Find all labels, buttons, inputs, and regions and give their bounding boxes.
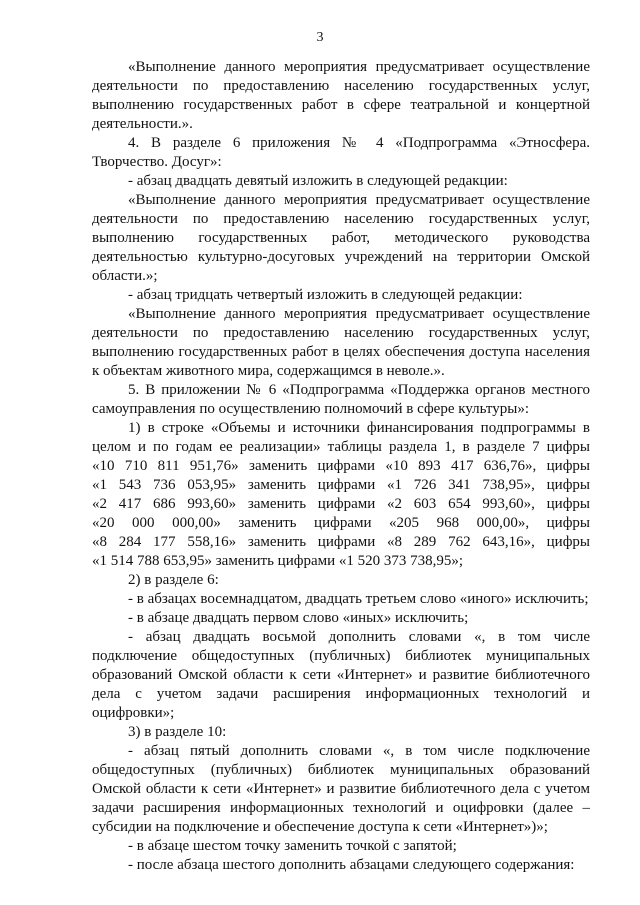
text-line: подключение общедоступных (публичных) библиотек муниципальных [92,648,590,664]
text-line: «10 710 811 951,76» заменить цифрами «10 893 417 636,76», цифры [92,458,590,474]
text-line: - абзац двадцать девятый изложить в следующей редакции: [128,173,508,189]
text-line: самоуправления по осуществлению полномочий в сфере культуры»: [92,401,530,417]
text-line: субсидии на подключение и обеспечение доступа к сети «Интернет»)»; [92,819,548,835]
text-line: деятельности по предоставлению населению государственных услуг, [92,325,590,341]
text-line: «2 417 686 993,60» заменить цифрами «2 603 654 993,60», цифры [92,496,590,512]
text-line: деятельности.». [92,116,193,132]
text-line: общедоступных (публичных) библиотек муниципальных образований [92,762,590,778]
text-line: образований Омской области к сети «Интернет» и развитие библиотечного [92,667,590,683]
text-line: выполнению государственных работ в сфере театральной и концертной [92,97,590,113]
text-line: «Выполнение данного мероприятия предусматривает осуществление [128,192,590,208]
text-line: - после абзаца шестого дополнить абзацами следующего содержания: [128,857,575,873]
text-line: 1) в строке «Объемы и источники финансирования подпрограммы в [128,420,590,436]
text-line: - в абзаце шестом точку заменить точкой с запятой; [128,838,457,854]
text-line: «1 514 788 653,95» заменить цифрами «1 520 373 738,95»; [92,553,464,569]
text-line: оцифровки»; [92,705,175,721]
text-line: - абзац двадцать восьмой дополнить словами «, в том числе [128,629,590,645]
text-line: - в абзацах восемнадцатом, двадцать третьем слово «иного» исключить; [128,591,589,607]
text-line: 4. В разделе 6 приложения № 4 «Подпрограмма «Этносфера. [128,135,590,151]
text-line: - абзац тридцать четвертый изложить в следующей редакции: [128,287,523,303]
text-line: выполнению государственных работ в целях обеспечения доступа населения [92,344,590,360]
text-line: «8 284 177 558,16» заменить цифрами «8 289 762 643,16», цифры [92,534,590,550]
text-line: «Выполнение данного мероприятия предусматривает осуществление [128,306,590,322]
text-line: целом и по годам ее реализации» таблицы раздела 1, в разделе 7 цифры [92,439,590,455]
text-line: области.»; [92,268,158,284]
text-line: деятельности по предоставлению населению государственных услуг, [92,211,590,227]
text-line: выполнению государственных работ, методического руководства [92,230,590,246]
text-line: деятельностью культурно-досуговых учреждений на территории Омской [92,249,590,265]
text-line: «20 000 000,00» заменить цифрами «205 968 000,00», цифры [92,515,590,531]
text-line: дела с учетом задачи расширения информационных технологий и [92,686,590,702]
text-line: - в абзаце двадцать первом слово «иных» исключить; [128,610,469,626]
text-line: 2) в разделе 6: [128,572,219,588]
page-number: 3 [316,30,324,45]
text-line: Творчество. Досуг»: [92,154,222,170]
text-line: «1 543 736 053,95» заменить цифрами «1 726 341 738,95», цифры [92,477,590,493]
text-line: - абзац пятый дополнить словами «, в том числе подключение [128,743,590,759]
text-line: 3) в разделе 10: [128,724,227,740]
text-line: Омской области к сети «Интернет» и развитие библиотечного дела с учетом [92,781,590,797]
text-line: к объектам животного мира, содержащимся в неволе.». [92,363,445,379]
text-line: «Выполнение данного мероприятия предусматривает осуществление [128,59,590,75]
text-line: 5. В приложении № 6 «Подпрограмма «Поддержка органов местного [128,382,590,398]
text-line: задачи расширения информационных технологий и оцифровки (далее – [92,800,590,816]
text-line: деятельности по предоставлению населению государственных услуг, [92,78,590,94]
document-body [92,58,590,875]
